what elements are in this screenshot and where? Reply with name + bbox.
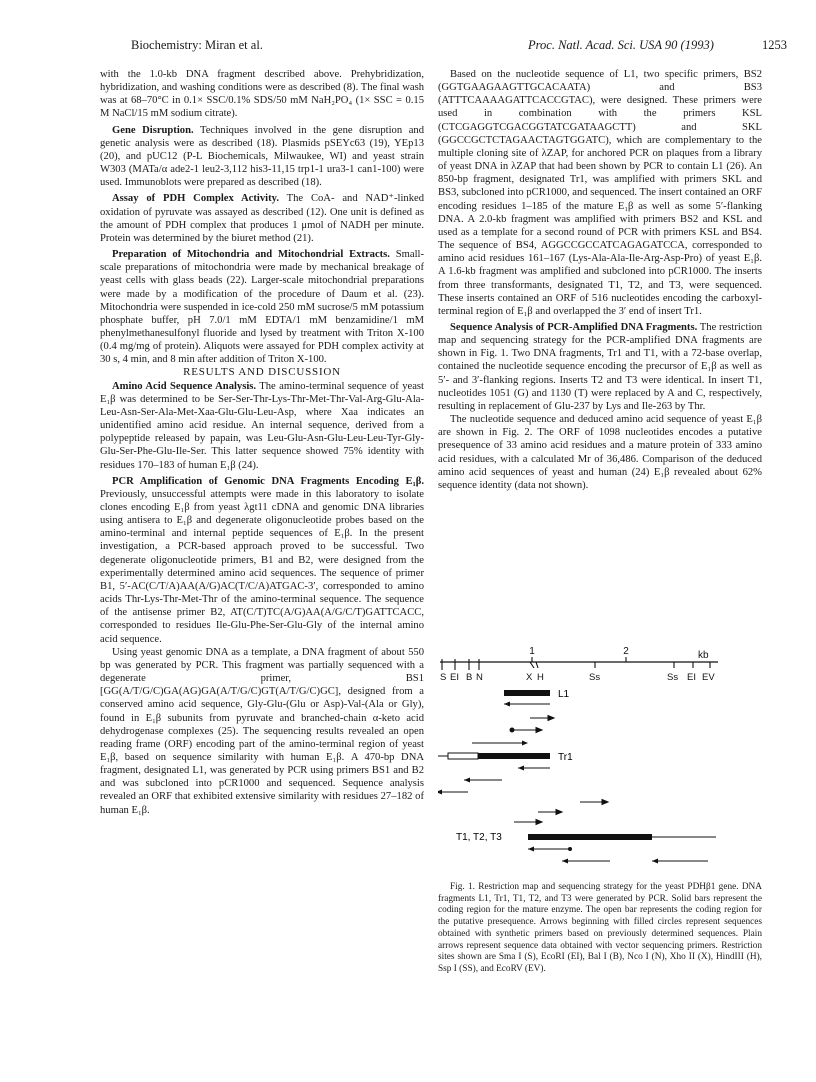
- caption-text: Fig. 1. Restriction map and sequencing strategy for the yeast PDHβ1 gene. DNA fragments L1, Tr1, T1, T2, and T3 were generated by PCR. Solid bars represent the coding region for the mature enzyme. The open bar represents the coding region for the putative presequence. Arrows beginning with filled circles represent sequences obtained with synthetic primers based on previously determined sequences. Plain arrows represent sequence data obtained with vector sequencing primers. Restriction sites shown are Sma I (S), EcoRI (EI), Bal I (B), Nco I (N), Xho II (X), HindIII (H), Ssp I (SS), and EcoRV (EV).: [438, 882, 762, 974]
- sequencing-arrows-l1: [510, 716, 554, 733]
- site-label-2: EI: [450, 672, 459, 683]
- heading-gene-disruption: Gene Disruption.: [112, 124, 194, 136]
- site-label-9: EI: [687, 672, 696, 683]
- text-amino-acid: The amino-terminal sequence of yeast E₁β was determined to be Ser-Ser-Thr-Lys-Thr-Met-Thr-Val-Arg-Glu-Ala-Leu-Asn-Ser-Ala-Met-Xaa-Glu-Glu-Leu-Asp, where Xaa indicates an unidentified amino acid residue. An internal sequence, derived from a polypeptide released by papain, was Leu-Glu-Asn-Glu-Leu-Leu-Tyr-Gly-Glu-Ser-Phe-Glu-Ile-Ser. This latter sequence showed 75% identity with residues 170–183 of human E₁β (24).: [100, 380, 424, 471]
- site-label-7: Ss: [589, 672, 601, 683]
- paragraph-hybridization: with the 1.0-kb DNA fragment described above. Prehybridization, hybridization, and washing conditions were as described (8). The final wash was at 68–70°C in 0.1× SSC/0.1% SDS/50 mM NaH₂PO₄ (1× SSC = 0.15 M NaCl/15 mM sodium citrate).: [100, 69, 424, 120]
- site-label-4: N: [476, 672, 483, 683]
- text-pcr: Previously, unsuccessful attempts were made in this laboratory to isolate clones encoding E₁β from yeast λgt11 cDNA and genomic DNA libraries using antisera to E₁β and degenerate oligonucleotide probes based on the amino-terminal and internal peptide sequences of E₁β. In the present investigation, a PCR-based approach proved to be successful. Two degenerate oligonucleotide primers, B1 and B2, were designed from the experimentally determined amino acid sequences. The sequence of primer B1, 5′-AC(C/T/A)AA(A/G)AC(T/C/A)ATGAC-3′, corresponded to amino acids Thr-Lys-Thr-Met-Thr of the amino-terminal sequence. The sequence of the antisense primer B2, AT(C/T)TC(A/G)AA(A/G/C/T)GATTCACC, corresponded to residues Ile-Glu-Phe-Ser-Glu-Gly of the internal amino acid sequence.: [100, 488, 424, 645]
- heading-sequence-analysis: Sequence Analysis of PCR-Amplified DNA Fragments.: [450, 321, 698, 333]
- paragraph-pdh-assay: [100, 192, 424, 245]
- label-l1: L1: [558, 689, 570, 700]
- text-mitochondria: Small-scale preparations of mitochondria were made by mechanical breakage of yeast cells with glass beads (22). Larger-scale mitochondrial preparations were made by a modification of the procedure of Daum et al. (23). Mitochondria were suspended in ice-cold 250 mM sucrose/5 mM potassium phosphate buffer, pH 7.0/1 mM EDTA/1 mM benzamidine/1 mM phenylmethanesulfonyl fluoride and lysed by treatment with Triton X-100 (0.4 mg/mg of protein). Aliquots were assayed for PDH complex activity at 30 s, 4 min, and 8 min after addition of Triton X-100.: [100, 249, 425, 366]
- site-label-5: X: [526, 672, 533, 683]
- heading-mitochondria: Preparation of Mitochondria and Mitochondrial Extracts.: [112, 249, 390, 261]
- heading-amino-acid: Amino Acid Sequence Analysis.: [112, 380, 257, 392]
- heading-pcr: PCR Amplification of Genomic DNA Fragments Encoding E₁β.: [112, 475, 424, 487]
- page-number: 1253: [762, 38, 787, 52]
- label-tr1: Tr1: [558, 752, 573, 763]
- t-coding-bar: [528, 834, 652, 840]
- paragraph-orf: The nucleotide sequence and deduced amino acid sequence of yeast E₁β are shown in Fig. 2. The ORF of 1098 nucleotides encodes a putative presequence of 33 amino acid residues and a mature protein of 333 amino acid residues, with a calculated Mr of 36,486. Comparison of the deduced amino acid sequences of yeast and human (24) E₁β revealed about 62% sequence identity (data not shown).: [438, 414, 762, 491]
- running-head-right: Proc. Natl. Acad. Sci. USA 90 (1993): [528, 38, 714, 52]
- fragment-l1: [504, 689, 570, 707]
- scale-label-1: 1: [529, 646, 535, 657]
- site-label-6: H: [537, 672, 544, 683]
- site-label-10: EV: [702, 672, 715, 683]
- figure-1-caption: [438, 882, 762, 976]
- left-column: [100, 68, 424, 817]
- text-pdh-assay: The CoA- and NAD⁺-linked oxidation of pyruvate was assayed as described (12). One unit is defined as the amount of PDH complex that produces 1 μmol of NADH per minute. Protein was determined by the biuret method (21).: [100, 193, 425, 244]
- section-title-results: RESULTS AND DISCUSSION: [183, 366, 341, 379]
- l1-coding-bar: [504, 690, 550, 696]
- heading-pdh-assay: Assay of PDH Complex Activity.: [112, 193, 279, 205]
- map-ticks: [442, 657, 710, 670]
- paragraph-sequence-analysis: [438, 321, 762, 413]
- right-column: [438, 68, 762, 492]
- site-label-1: S: [440, 672, 447, 683]
- tr1-coding-bar: [478, 753, 550, 759]
- tr1-presequence-bar: [448, 753, 478, 759]
- paragraph-primers: Based on the nucleotide sequence of L1, two specific primers, BS2 (GGTGAAGAAGTTGCACAATA) and BS3 (ATTTCAAAAGATTCACCGTAC), were designed. These primers were used in combination with the primers KSL (CTCGAGGTCGACGGTATCGATAAGCTT) and SKL (GGCCGCTCTAGAACTAGTGGATC), which are complementary to the multiple cloning site of λZAP, for anchored PCR on plaques from a library of yeast DNA in λZAP that had been shown by PCR to contain L1 (26). An 850-bp fragment, designated Tr1, was amplified with primers SKL and BS3, subcloned into pCR1000, and sequenced. The insert contained an ORF encoding residues 1–185 of the mature E₁β as well as some 5′-flanking DNA. A 2.0-kb fragment was amplified with primers BS2 and KSL and used as a template for a second round of PCR with primers KSL and BS4. The sequence of BS4, AGGCCGCCATCAGAGATCCA, corresponded to amino acid residues 161–167 (Lys-Ala-Ala-Ile-Arg-Asp-Pro) of yeast E₁β. A 1.6-kb fragment was amplified and subcloned into pCR1000. The inserts from three transformants, designated T1, T2, and T3, were sequenced. These inserts contained an ORF of 516 nucleotides encoding the carboxyl-terminal region of E₁β and overlapped the 3′ end of insert Tr1.: [438, 69, 762, 317]
- fragment-t: [456, 832, 716, 864]
- label-t1-t2-t3: T1, T2, T3: [456, 832, 502, 843]
- fragment-tr1: [438, 741, 573, 795]
- scale-label-2: 2: [623, 646, 629, 657]
- paragraph-pcr: [100, 475, 424, 646]
- figure-1-restriction-map: [438, 640, 762, 874]
- scale-label-kb: kb: [698, 650, 709, 661]
- paragraph-mitochondria: [100, 248, 424, 366]
- paragraph-amino-acid: [100, 380, 424, 472]
- running-head-left: Biochemistry: Miran et al.: [131, 38, 263, 52]
- sequencing-arrows-t: [514, 800, 608, 825]
- paragraph-gene-disruption: [100, 124, 424, 190]
- site-label-8: Ss: [667, 672, 679, 683]
- text-sequence-analysis: The restriction map and sequencing strategy for the PCR-amplified DNA fragments are shown in Fig. 1. Two DNA fragments, Tr1 and T1, with a 72-base overlap, contained the nucleotide sequence encoding the precursor of E₁β as well as 5′- and 3′-flanking regions. Inserts T2 and T3 were identical. In insert T1, nucleotides 1051 (G) and 1130 (T) were replaced by A and C, respectively, resulting in replacement of Glu-237 by Lys and Ile-263 by Thr.: [438, 321, 762, 412]
- site-label-3: B: [466, 672, 473, 683]
- paragraph-template: Using yeast genomic DNA as a template, a DNA fragment of about 550 bp was generated by PCR. This fragment was partially sequenced with a degenerate primer, BS1 [GG(A/T/G/C)GA(AG)GA(A/T/G/C)GT(A/T/G/C)GC], designed from a conserved amino acid sequence, Gly-Glu-(Glu or Asp)-Val-(Ala or Gly), found in E₁β subunits from pyruvate and branched-chain α-keto acid dehydrogenase complexes (25). The sequencing results revealed an open reading frame (ORF) encoding part of the amino-terminal region of yeast E₁β, based on sequence similarity with human E₁β. A 470-bp DNA fragment, designated L1, was generated by PCR using primers BS1 and B2 and was subcloned into pCR1000 and sequenced. Sequence analysis revealed an ORF that exhibited extensive similarity with residues 27–182 of human E₁β.: [100, 646, 424, 816]
- text-gene-disruption: Techniques involved in the gene disruption and genetic analysis were as described (18). Plasmids pSEYc63 (19), YEp13 (20), and pUC12 (P-L Biochemicals, Milwaukee, WI) and yeast strain W303 (MATa/α ade2-1 leu2-3,112 his3-11,15 trp1-1 ura3-1 can1-100) were used. Immunoblots were prepared as described (18).: [100, 124, 425, 189]
